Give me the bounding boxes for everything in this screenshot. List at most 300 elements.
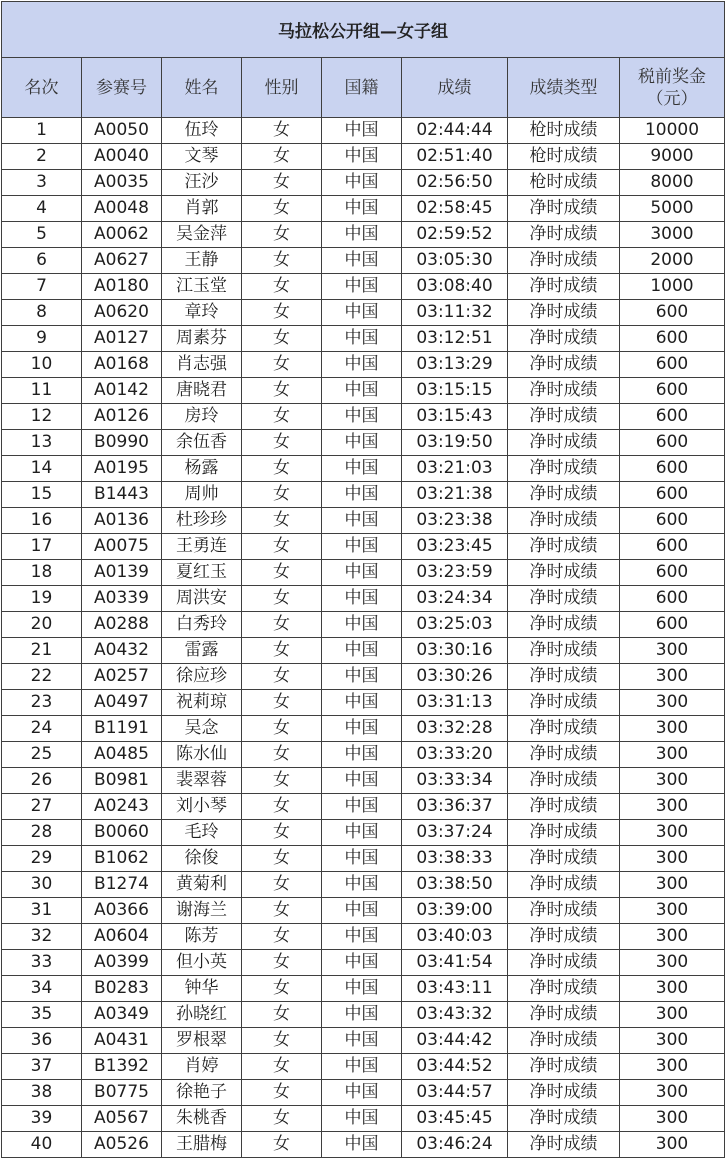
bib-cell: A0288 — [82, 612, 162, 638]
bib-cell: A0349 — [82, 1002, 162, 1028]
name-cell: 裴翠蓉 — [162, 768, 242, 794]
bib-cell: A0180 — [82, 274, 162, 300]
gender-cell: 女 — [242, 300, 322, 326]
name-cell: 罗根翠 — [162, 1028, 242, 1054]
name-cell: 吴念 — [162, 716, 242, 742]
gender-cell: 女 — [242, 872, 322, 898]
name-cell: 徐艳子 — [162, 1080, 242, 1106]
rank-cell: 4 — [2, 196, 82, 222]
table-row — [2, 222, 725, 248]
nationality-cell: 中国 — [322, 950, 402, 976]
prize-cell: 300 — [620, 1106, 725, 1132]
time-cell: 03:33:34 — [402, 768, 508, 794]
time-type-cell: 枪时成绩 — [508, 118, 620, 144]
time-cell: 03:44:57 — [402, 1080, 508, 1106]
nationality-cell: 中国 — [322, 1054, 402, 1080]
table-row — [2, 924, 725, 950]
prize-cell: 1000 — [620, 274, 725, 300]
rank-cell: 27 — [2, 794, 82, 820]
name-cell: 白秀玲 — [162, 612, 242, 638]
prize-cell: 300 — [620, 846, 725, 872]
prize-cell: 300 — [620, 1054, 725, 1080]
table-row — [2, 898, 725, 924]
nationality-cell: 中国 — [322, 352, 402, 378]
bib-header: 参赛号 — [82, 58, 162, 118]
table-row — [2, 664, 725, 690]
rank-cell: 2 — [2, 144, 82, 170]
rank-cell: 29 — [2, 846, 82, 872]
name-cell: 陈水仙 — [162, 742, 242, 768]
nationality-cell: 中国 — [322, 456, 402, 482]
nationality-cell: 中国 — [322, 144, 402, 170]
nationality-cell: 中国 — [322, 1028, 402, 1054]
rank-cell: 26 — [2, 768, 82, 794]
table-row — [2, 716, 725, 742]
name-cell: 刘小琴 — [162, 794, 242, 820]
name-cell: 唐晓君 — [162, 378, 242, 404]
time-cell: 03:43:32 — [402, 1002, 508, 1028]
prize-cell: 600 — [620, 326, 725, 352]
nationality-cell: 中国 — [322, 716, 402, 742]
table-row — [2, 950, 725, 976]
time-type-cell: 净时成绩 — [508, 404, 620, 430]
gender-cell: 女 — [242, 1080, 322, 1106]
rank-cell: 30 — [2, 872, 82, 898]
time-cell: 03:43:11 — [402, 976, 508, 1002]
table-row — [2, 508, 725, 534]
rank-cell: 28 — [2, 820, 82, 846]
time-type-cell: 净时成绩 — [508, 898, 620, 924]
rank-cell: 38 — [2, 1080, 82, 1106]
gender-cell: 女 — [242, 404, 322, 430]
gender-cell: 女 — [242, 144, 322, 170]
nationality-cell: 中国 — [322, 1080, 402, 1106]
time-type-cell: 净时成绩 — [508, 482, 620, 508]
rank-cell: 3 — [2, 170, 82, 196]
nationality-cell: 中国 — [322, 664, 402, 690]
table-row — [2, 794, 725, 820]
rank-cell: 8 — [2, 300, 82, 326]
prize-cell: 300 — [620, 924, 725, 950]
name-cell: 祝莉琼 — [162, 690, 242, 716]
time-type-cell: 净时成绩 — [508, 352, 620, 378]
time-cell: 03:12:51 — [402, 326, 508, 352]
prize-cell: 300 — [620, 898, 725, 924]
bib-cell: B0775 — [82, 1080, 162, 1106]
table-row — [2, 846, 725, 872]
time-type-cell: 枪时成绩 — [508, 170, 620, 196]
bib-cell: B1392 — [82, 1054, 162, 1080]
time-cell: 03:23:59 — [402, 560, 508, 586]
time-type-cell: 净时成绩 — [508, 820, 620, 846]
prize-cell: 300 — [620, 742, 725, 768]
name-cell: 江玉堂 — [162, 274, 242, 300]
time-type-cell: 净时成绩 — [508, 1080, 620, 1106]
gender-cell: 女 — [242, 534, 322, 560]
name-cell: 肖志强 — [162, 352, 242, 378]
time-cell: 03:15:15 — [402, 378, 508, 404]
gender-cell: 女 — [242, 898, 322, 924]
nationality-cell: 中国 — [322, 846, 402, 872]
bib-cell: B0981 — [82, 768, 162, 794]
nationality-cell: 中国 — [322, 378, 402, 404]
bib-cell: A0497 — [82, 690, 162, 716]
gender-cell: 女 — [242, 1132, 322, 1158]
bib-cell: B1062 — [82, 846, 162, 872]
rank-cell: 39 — [2, 1106, 82, 1132]
gender-cell: 女 — [242, 716, 322, 742]
gender-cell: 女 — [242, 690, 322, 716]
gender-cell: 女 — [242, 612, 322, 638]
rank-cell: 9 — [2, 326, 82, 352]
time-cell: 03:11:32 — [402, 300, 508, 326]
bib-cell: A0062 — [82, 222, 162, 248]
nationality-cell: 中国 — [322, 586, 402, 612]
time-cell: 03:24:34 — [402, 586, 508, 612]
table-row — [2, 430, 725, 456]
time-cell: 02:59:52 — [402, 222, 508, 248]
time-type-cell: 净时成绩 — [508, 560, 620, 586]
prize-cell: 300 — [620, 1002, 725, 1028]
table-row — [2, 820, 725, 846]
rank-cell: 31 — [2, 898, 82, 924]
prize-cell: 600 — [620, 612, 725, 638]
gender-cell: 女 — [242, 1106, 322, 1132]
time-cell: 03:36:37 — [402, 794, 508, 820]
nationality-cell: 中国 — [322, 326, 402, 352]
bib-cell: A0035 — [82, 170, 162, 196]
time-cell: 03:37:24 — [402, 820, 508, 846]
bib-cell: A0075 — [82, 534, 162, 560]
time-type-cell: 枪时成绩 — [508, 144, 620, 170]
name-cell: 余伍香 — [162, 430, 242, 456]
nationality-cell: 中国 — [322, 404, 402, 430]
gender-cell: 女 — [242, 430, 322, 456]
time-cell: 03:25:03 — [402, 612, 508, 638]
name-cell: 汪沙 — [162, 170, 242, 196]
nationality-cell: 中国 — [322, 794, 402, 820]
prize-cell: 5000 — [620, 196, 725, 222]
nationality-cell: 中国 — [322, 222, 402, 248]
name-cell: 陈芳 — [162, 924, 242, 950]
time-type-cell: 净时成绩 — [508, 690, 620, 716]
bib-cell: A0136 — [82, 508, 162, 534]
rank-cell: 6 — [2, 248, 82, 274]
time-cell: 02:51:40 — [402, 144, 508, 170]
bib-cell: A0567 — [82, 1106, 162, 1132]
name-cell: 肖郭 — [162, 196, 242, 222]
gender-cell: 女 — [242, 560, 322, 586]
time-type-cell: 净时成绩 — [508, 846, 620, 872]
time-type-cell: 净时成绩 — [508, 248, 620, 274]
rank-cell: 21 — [2, 638, 82, 664]
prize-cell: 600 — [620, 378, 725, 404]
table-row — [2, 300, 725, 326]
gender-cell: 女 — [242, 378, 322, 404]
time-cell: 02:56:50 — [402, 170, 508, 196]
rank-cell: 7 — [2, 274, 82, 300]
gender-cell: 女 — [242, 664, 322, 690]
name-cell: 吴金萍 — [162, 222, 242, 248]
name-cell: 王腊梅 — [162, 1132, 242, 1158]
bib-cell: A0485 — [82, 742, 162, 768]
time-type-cell: 净时成绩 — [508, 664, 620, 690]
rank-cell: 19 — [2, 586, 82, 612]
time-cell: 03:30:26 — [402, 664, 508, 690]
rank-cell: 17 — [2, 534, 82, 560]
time-type-cell: 净时成绩 — [508, 1054, 620, 1080]
nationality-cell: 中国 — [322, 170, 402, 196]
table-body — [2, 118, 725, 1158]
results-table — [1, 1, 725, 1158]
gender-cell: 女 — [242, 326, 322, 352]
nationality-cell: 中国 — [322, 976, 402, 1002]
time-type-cell: 净时成绩 — [508, 1132, 620, 1158]
rank-cell: 24 — [2, 716, 82, 742]
gender-cell: 女 — [242, 274, 322, 300]
bib-cell: A0339 — [82, 586, 162, 612]
prize-cell: 3000 — [620, 222, 725, 248]
nationality-cell: 中国 — [322, 430, 402, 456]
rank-cell: 35 — [2, 1002, 82, 1028]
table-row — [2, 482, 725, 508]
header-row — [2, 58, 725, 118]
gender-cell: 女 — [242, 508, 322, 534]
time-cell: 03:45:45 — [402, 1106, 508, 1132]
table-row — [2, 742, 725, 768]
prize-cell: 300 — [620, 716, 725, 742]
prize-cell: 600 — [620, 456, 725, 482]
name-header: 姓名 — [162, 58, 242, 118]
bib-cell: B1191 — [82, 716, 162, 742]
time-cell: 02:58:45 — [402, 196, 508, 222]
name-cell: 朱桃香 — [162, 1106, 242, 1132]
time-type-cell: 净时成绩 — [508, 950, 620, 976]
bib-cell: A0142 — [82, 378, 162, 404]
table-row — [2, 976, 725, 1002]
rank-cell: 20 — [2, 612, 82, 638]
table-title: 马拉松公开组—女子组 — [2, 2, 725, 58]
rank-cell: 40 — [2, 1132, 82, 1158]
time-type-cell: 净时成绩 — [508, 196, 620, 222]
prize-cell: 9000 — [620, 144, 725, 170]
name-cell: 夏红玉 — [162, 560, 242, 586]
time-cell: 03:19:50 — [402, 430, 508, 456]
time-type-cell: 净时成绩 — [508, 456, 620, 482]
table-row — [2, 274, 725, 300]
name-cell: 房玲 — [162, 404, 242, 430]
time-type-cell: 净时成绩 — [508, 794, 620, 820]
rank-cell: 5 — [2, 222, 82, 248]
time-cell: 03:38:50 — [402, 872, 508, 898]
bib-cell: A0620 — [82, 300, 162, 326]
time-type-cell: 净时成绩 — [508, 534, 620, 560]
prize-cell: 300 — [620, 1028, 725, 1054]
time-cell: 03:13:29 — [402, 352, 508, 378]
prize-cell: 300 — [620, 1080, 725, 1106]
nationality-cell: 中国 — [322, 1132, 402, 1158]
prize-cell: 600 — [620, 508, 725, 534]
time-type-cell: 净时成绩 — [508, 1106, 620, 1132]
rank-cell: 14 — [2, 456, 82, 482]
prize-cell: 600 — [620, 352, 725, 378]
prize-cell: 2000 — [620, 248, 725, 274]
time-type-cell: 净时成绩 — [508, 378, 620, 404]
prize-cell: 300 — [620, 950, 725, 976]
table-row — [2, 1054, 725, 1080]
bib-cell: A0627 — [82, 248, 162, 274]
nationality-cell: 中国 — [322, 690, 402, 716]
bib-cell: B1274 — [82, 872, 162, 898]
gender-cell: 女 — [242, 352, 322, 378]
prize-cell: 300 — [620, 690, 725, 716]
bib-cell: B1443 — [82, 482, 162, 508]
nationality-header: 国籍 — [322, 58, 402, 118]
rank-cell: 22 — [2, 664, 82, 690]
nationality-cell: 中国 — [322, 560, 402, 586]
time-cell: 03:21:03 — [402, 456, 508, 482]
table-row — [2, 404, 725, 430]
prize-cell: 600 — [620, 534, 725, 560]
bib-cell: A0195 — [82, 456, 162, 482]
bib-cell: A0126 — [82, 404, 162, 430]
title-row — [2, 2, 725, 58]
bib-cell: A0399 — [82, 950, 162, 976]
gender-cell: 女 — [242, 846, 322, 872]
rank-cell: 32 — [2, 924, 82, 950]
name-cell: 谢海兰 — [162, 898, 242, 924]
table-row — [2, 378, 725, 404]
gender-header: 性别 — [242, 58, 322, 118]
table-row — [2, 352, 725, 378]
time-cell: 03:44:42 — [402, 1028, 508, 1054]
time-type-cell: 净时成绩 — [508, 430, 620, 456]
nationality-cell: 中国 — [322, 638, 402, 664]
gender-cell: 女 — [242, 794, 322, 820]
nationality-cell: 中国 — [322, 196, 402, 222]
table-row — [2, 1002, 725, 1028]
table-row — [2, 638, 725, 664]
nationality-cell: 中国 — [322, 274, 402, 300]
prize-cell: 300 — [620, 872, 725, 898]
name-cell: 文琴 — [162, 144, 242, 170]
prize-cell: 300 — [620, 1132, 725, 1158]
time-cell: 03:15:43 — [402, 404, 508, 430]
gender-cell: 女 — [242, 1028, 322, 1054]
table-row — [2, 248, 725, 274]
gender-cell: 女 — [242, 638, 322, 664]
gender-cell: 女 — [242, 196, 322, 222]
time-type-header: 成绩类型 — [508, 58, 620, 118]
nationality-cell: 中国 — [322, 300, 402, 326]
gender-cell: 女 — [242, 170, 322, 196]
time-type-cell: 净时成绩 — [508, 742, 620, 768]
table-row — [2, 612, 725, 638]
prize-header: 税前奖金 （元） — [620, 58, 725, 118]
bib-cell: B0990 — [82, 430, 162, 456]
time-cell: 02:44:44 — [402, 118, 508, 144]
rank-cell: 15 — [2, 482, 82, 508]
prize-cell: 600 — [620, 560, 725, 586]
rank-cell: 25 — [2, 742, 82, 768]
bib-cell: A0243 — [82, 794, 162, 820]
table-row — [2, 560, 725, 586]
name-cell: 徐俊 — [162, 846, 242, 872]
prize-cell: 300 — [620, 768, 725, 794]
prize-cell: 600 — [620, 430, 725, 456]
time-cell: 03:23:45 — [402, 534, 508, 560]
prize-cell: 300 — [620, 976, 725, 1002]
name-cell: 徐应珍 — [162, 664, 242, 690]
bib-cell: A0050 — [82, 118, 162, 144]
name-cell: 杨露 — [162, 456, 242, 482]
gender-cell: 女 — [242, 586, 322, 612]
time-type-cell: 净时成绩 — [508, 274, 620, 300]
gender-cell: 女 — [242, 768, 322, 794]
name-cell: 黄菊利 — [162, 872, 242, 898]
nationality-cell: 中国 — [322, 482, 402, 508]
gender-cell: 女 — [242, 1054, 322, 1080]
bib-cell: A0127 — [82, 326, 162, 352]
gender-cell: 女 — [242, 976, 322, 1002]
time-cell: 03:41:54 — [402, 950, 508, 976]
table-row — [2, 690, 725, 716]
bib-cell: A0040 — [82, 144, 162, 170]
time-type-cell: 净时成绩 — [508, 1028, 620, 1054]
time-type-cell: 净时成绩 — [508, 508, 620, 534]
bib-cell: A0431 — [82, 1028, 162, 1054]
time-cell: 03:39:00 — [402, 898, 508, 924]
nationality-cell: 中国 — [322, 768, 402, 794]
time-type-cell: 净时成绩 — [508, 612, 620, 638]
rank-cell: 12 — [2, 404, 82, 430]
nationality-cell: 中国 — [322, 248, 402, 274]
gender-cell: 女 — [242, 248, 322, 274]
prize-cell: 300 — [620, 820, 725, 846]
nationality-cell: 中国 — [322, 742, 402, 768]
time-cell: 03:21:38 — [402, 482, 508, 508]
rank-cell: 23 — [2, 690, 82, 716]
rank-cell: 34 — [2, 976, 82, 1002]
nationality-cell: 中国 — [322, 924, 402, 950]
name-cell: 但小英 — [162, 950, 242, 976]
name-cell: 章玲 — [162, 300, 242, 326]
time-cell: 03:46:24 — [402, 1132, 508, 1158]
prize-cell: 600 — [620, 482, 725, 508]
time-type-cell: 净时成绩 — [508, 222, 620, 248]
table-row — [2, 534, 725, 560]
prize-cell: 600 — [620, 300, 725, 326]
nationality-cell: 中国 — [322, 118, 402, 144]
time-cell: 03:05:30 — [402, 248, 508, 274]
nationality-cell: 中国 — [322, 612, 402, 638]
bib-cell: A0257 — [82, 664, 162, 690]
bib-cell: A0604 — [82, 924, 162, 950]
table-row — [2, 768, 725, 794]
rank-cell: 1 — [2, 118, 82, 144]
name-cell: 王静 — [162, 248, 242, 274]
gender-cell: 女 — [242, 820, 322, 846]
name-cell: 杜珍珍 — [162, 508, 242, 534]
time-type-cell: 净时成绩 — [508, 872, 620, 898]
bib-cell: A0526 — [82, 1132, 162, 1158]
nationality-cell: 中国 — [322, 872, 402, 898]
time-type-cell: 净时成绩 — [508, 924, 620, 950]
time-cell: 03:23:38 — [402, 508, 508, 534]
gender-cell: 女 — [242, 1002, 322, 1028]
gender-cell: 女 — [242, 950, 322, 976]
prize-cell: 600 — [620, 404, 725, 430]
